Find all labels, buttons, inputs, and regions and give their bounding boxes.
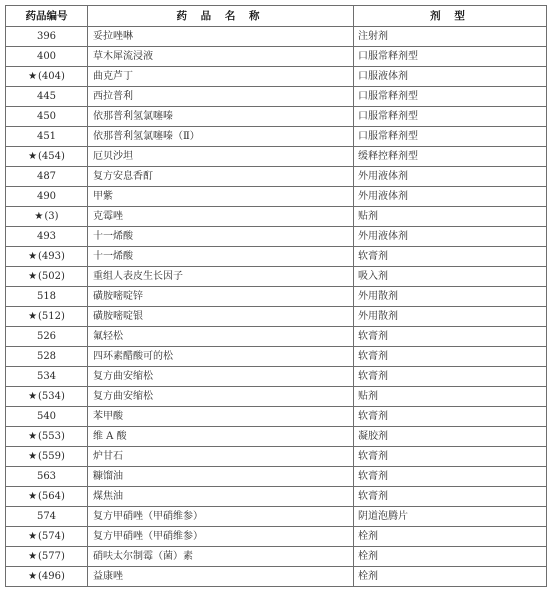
table-row xyxy=(6,347,547,367)
drug-code: (493) xyxy=(38,251,65,262)
dosage-form: 软膏剂 xyxy=(354,467,547,487)
drug-name: 益康唑 xyxy=(88,567,354,587)
drug-name: 糠馏油 xyxy=(88,467,354,487)
dosage-form: 外用液体剂 xyxy=(354,227,547,247)
table-row xyxy=(6,127,547,147)
drug-code-cell xyxy=(6,307,88,327)
drug-code: 396 xyxy=(36,31,57,42)
drug-code: 526 xyxy=(36,331,57,342)
drug-code-cell xyxy=(6,527,88,547)
star-icon: ★ xyxy=(28,431,38,442)
drug-code: (3) xyxy=(44,211,59,222)
drug-code: (559) xyxy=(38,451,65,462)
dosage-form: 吸入剂 xyxy=(354,267,547,287)
drug-code: 574 xyxy=(36,511,57,522)
table-row xyxy=(6,287,547,307)
table-row xyxy=(6,247,547,267)
star-icon: ★ xyxy=(28,151,38,162)
drug-code: (564) xyxy=(38,491,65,502)
table-row xyxy=(6,487,547,507)
drug-name: 依那普利氢氯噻嗪 xyxy=(88,107,354,127)
table-row xyxy=(6,27,547,47)
dosage-form: 阴道泡腾片 xyxy=(354,507,547,527)
drug-code-cell xyxy=(6,67,88,87)
drug-code: 528 xyxy=(36,351,57,362)
table-row xyxy=(6,447,547,467)
star-icon: ★ xyxy=(28,311,38,322)
star-icon: ★ xyxy=(28,251,38,262)
drug-code: 490 xyxy=(36,191,57,202)
dosage-form: 缓释控释剂型 xyxy=(354,147,547,167)
drug-code: (512) xyxy=(38,311,65,322)
drug-code: 540 xyxy=(36,411,57,422)
drug-code: 493 xyxy=(36,231,57,242)
drug-code-cell xyxy=(6,107,88,127)
drug-code-cell xyxy=(6,27,88,47)
table-row xyxy=(6,67,547,87)
header-drug-name: 药 品 名 称 xyxy=(88,6,354,27)
drug-name: 复方曲安缩松 xyxy=(88,387,354,407)
drug-code-cell xyxy=(6,247,88,267)
dosage-form: 口服常释剂型 xyxy=(354,87,547,107)
drug-code: 487 xyxy=(36,171,57,182)
dosage-form: 栓剂 xyxy=(354,547,547,567)
table-row xyxy=(6,567,547,587)
drug-name: 维 A 酸 xyxy=(88,427,354,447)
dosage-form: 软膏剂 xyxy=(354,447,547,467)
drug-name: 磺胺嘧啶银 xyxy=(88,307,354,327)
table-row xyxy=(6,167,547,187)
drug-code: 534 xyxy=(36,371,57,382)
table-row xyxy=(6,467,547,487)
drug-code: 563 xyxy=(36,471,57,482)
drug-name: 复方甲硝唑（甲硝维参） xyxy=(88,507,354,527)
drug-code-cell xyxy=(6,487,88,507)
drug-code-cell xyxy=(6,447,88,467)
drug-name: 厄贝沙坦 xyxy=(88,147,354,167)
dosage-form: 口服常释剂型 xyxy=(354,107,547,127)
drug-name: 煤焦油 xyxy=(88,487,354,507)
drug-name: 四环素醋酸可的松 xyxy=(88,347,354,367)
dosage-form: 口服常释剂型 xyxy=(354,47,547,67)
star-icon: ★ xyxy=(28,391,38,402)
drug-name: 曲克芦丁 xyxy=(88,67,354,87)
drug-name: 苯甲酸 xyxy=(88,407,354,427)
drug-name: 草木犀流浸液 xyxy=(88,47,354,67)
table-row xyxy=(6,107,547,127)
drug-name: 复方安息香酊 xyxy=(88,167,354,187)
drug-code: (534) xyxy=(38,391,65,402)
star-icon: ★ xyxy=(28,571,38,582)
dosage-form: 外用液体剂 xyxy=(354,167,547,187)
table-row xyxy=(6,527,547,547)
drug-code-cell xyxy=(6,147,88,167)
dosage-form: 栓剂 xyxy=(354,567,547,587)
drug-code-cell xyxy=(6,507,88,527)
table-row xyxy=(6,187,547,207)
drug-code-cell xyxy=(6,287,88,307)
star-icon: ★ xyxy=(28,71,38,82)
dosage-form: 口服常释剂型 xyxy=(354,127,547,147)
drug-code-cell xyxy=(6,267,88,287)
dosage-form: 口服液体剂 xyxy=(354,67,547,87)
drug-name: 妥拉唑啉 xyxy=(88,27,354,47)
table-header xyxy=(6,6,547,27)
dosage-form: 注射剂 xyxy=(354,27,547,47)
table-row xyxy=(6,307,547,327)
drug-name: 硝呋太尔制霉（菌）素 xyxy=(88,547,354,567)
drug-code-cell xyxy=(6,127,88,147)
header-row xyxy=(6,6,547,27)
drug-name: 十一烯酸 xyxy=(88,247,354,267)
star-icon: ★ xyxy=(28,531,38,542)
drug-name: 甲紫 xyxy=(88,187,354,207)
table-row xyxy=(6,407,547,427)
dosage-form: 贴剂 xyxy=(354,207,547,227)
drug-code: (574) xyxy=(38,531,65,542)
dosage-form: 外用液体剂 xyxy=(354,187,547,207)
drug-name: 克霉唑 xyxy=(88,207,354,227)
drug-name: 复方甲硝唑（甲硝维参） xyxy=(88,527,354,547)
table-row xyxy=(6,227,547,247)
drug-code: 400 xyxy=(36,51,57,62)
drug-code: (496) xyxy=(38,571,65,582)
drug-code: 445 xyxy=(36,91,57,102)
drug-code-cell xyxy=(6,427,88,447)
drug-code-cell xyxy=(6,227,88,247)
table-body xyxy=(6,27,547,587)
header-drug-code: 药品编号 xyxy=(6,6,88,27)
table-row xyxy=(6,427,547,447)
table-row xyxy=(6,387,547,407)
header-dosage-form: 剂 型 xyxy=(354,6,547,27)
dosage-form: 软膏剂 xyxy=(354,327,547,347)
drug-name: 炉甘石 xyxy=(88,447,354,467)
drug-code-cell xyxy=(6,547,88,567)
drug-name: 西拉普利 xyxy=(88,87,354,107)
drug-code-cell xyxy=(6,407,88,427)
dosage-form: 贴剂 xyxy=(354,387,547,407)
drug-code-cell xyxy=(6,387,88,407)
drug-code-cell xyxy=(6,87,88,107)
dosage-form: 软膏剂 xyxy=(354,487,547,507)
drug-list-table xyxy=(5,5,547,587)
table-row xyxy=(6,87,547,107)
star-icon: ★ xyxy=(28,271,38,282)
dosage-form: 软膏剂 xyxy=(354,367,547,387)
dosage-form: 凝胶剂 xyxy=(354,427,547,447)
drug-code-cell xyxy=(6,187,88,207)
table-row xyxy=(6,147,547,167)
table-row xyxy=(6,367,547,387)
drug-name: 依那普利氢氯噻嗪（Ⅱ） xyxy=(88,127,354,147)
drug-code-cell xyxy=(6,327,88,347)
table-row xyxy=(6,267,547,287)
dosage-form: 外用散剂 xyxy=(354,287,547,307)
table-row xyxy=(6,507,547,527)
dosage-form: 软膏剂 xyxy=(354,407,547,427)
table-row xyxy=(6,327,547,347)
star-icon: ★ xyxy=(34,211,44,222)
dosage-form: 软膏剂 xyxy=(354,347,547,367)
dosage-form: 软膏剂 xyxy=(354,247,547,267)
drug-code-cell xyxy=(6,167,88,187)
dosage-form: 外用散剂 xyxy=(354,307,547,327)
drug-code-cell xyxy=(6,207,88,227)
drug-name: 十一烯酸 xyxy=(88,227,354,247)
dosage-form: 栓剂 xyxy=(354,527,547,547)
drug-code: 450 xyxy=(36,111,57,122)
drug-name: 复方曲安缩松 xyxy=(88,367,354,387)
drug-name: 氟轻松 xyxy=(88,327,354,347)
drug-code: 451 xyxy=(36,131,57,142)
table-row xyxy=(6,547,547,567)
star-icon: ★ xyxy=(28,491,38,502)
star-icon: ★ xyxy=(28,551,38,562)
table-row xyxy=(6,207,547,227)
drug-code-cell xyxy=(6,47,88,67)
drug-code: 518 xyxy=(36,291,57,302)
drug-code-cell xyxy=(6,347,88,367)
drug-code: (502) xyxy=(38,271,65,282)
drug-code: (404) xyxy=(38,71,65,82)
drug-code: (454) xyxy=(38,151,65,162)
drug-code: (553) xyxy=(38,431,65,442)
star-icon: ★ xyxy=(28,451,38,462)
drug-name: 磺胺嘧啶锌 xyxy=(88,287,354,307)
drug-code-cell xyxy=(6,567,88,587)
drug-code: (577) xyxy=(38,551,65,562)
table-row xyxy=(6,47,547,67)
drug-code-cell xyxy=(6,467,88,487)
drug-code-cell xyxy=(6,367,88,387)
drug-name: 重组人表皮生长因子 xyxy=(88,267,354,287)
